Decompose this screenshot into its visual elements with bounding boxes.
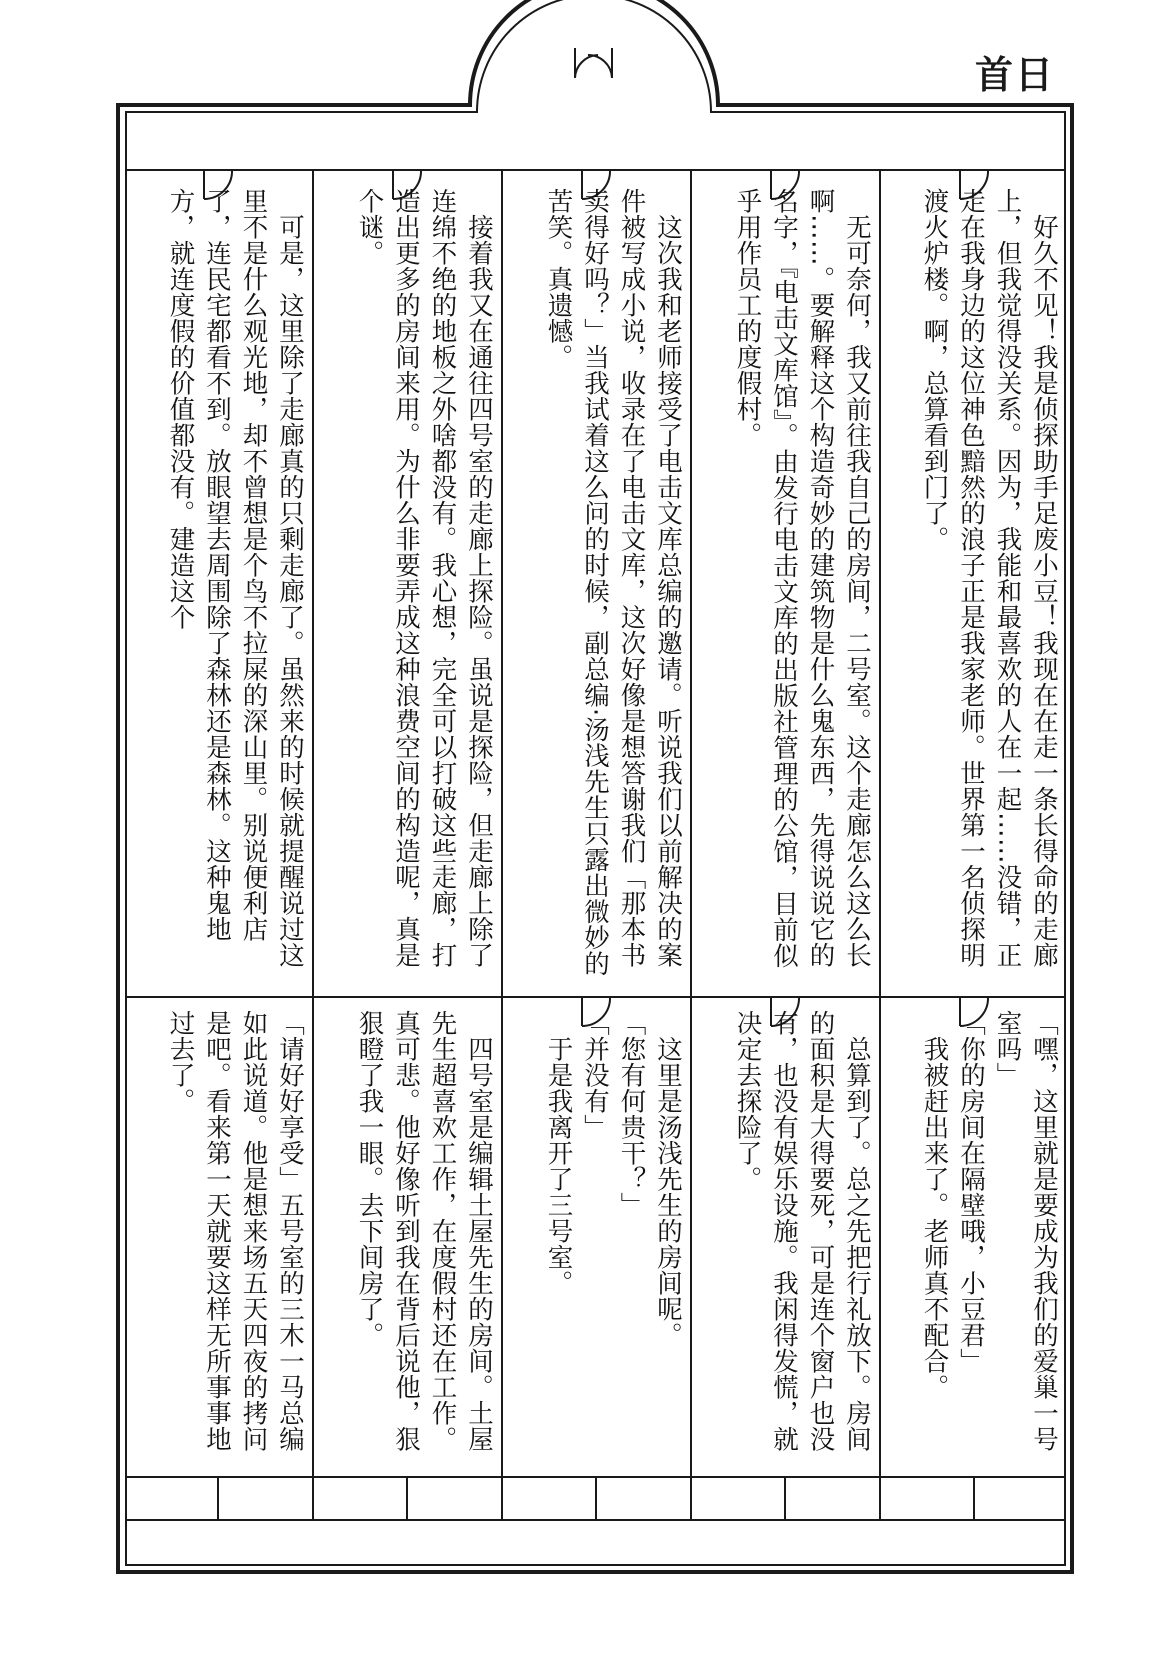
room-panel-top-3	[508, 188, 686, 988]
paragraph: 这里是汤浅先生的房间呢。	[653, 1010, 683, 1348]
paragraph: 于是我离开了三号室。	[543, 1010, 574, 1296]
corridor-partitions	[218, 1477, 974, 1520]
room-panel-bottom-3	[508, 1010, 686, 1470]
paragraph: 可是，这里除了走廊真的只剩走廊了。虽然来的时候就提醒说过这里不是什么观光地，却不曾想是个鸟不拉屎的深山里。别说便利店了，连民宅都看不到。放眼望去周围除了森林还是森林。这种鬼地方，就连度假的价值都没有。建造这个	[165, 188, 305, 968]
paragraph: 总算到了。总之先把行礼放下。房间的面积是大得要死，可是连个窗户也没有，也没有娱乐设施。我闲得发慌，就决定去探险了。	[732, 1010, 872, 1452]
paragraph: 接着我又在通往四号室的走廊上探险。虽说是探险，但走廊上除了连绵不绝的地板之外啥都没有。我心想，完全可以打破这些走廊，打造出更多的房间来用。为什么非要弄成这种浪费空间的构造呢，真是个谜。	[354, 188, 494, 968]
entrance-door	[575, 48, 612, 78]
room-panel-top-4	[319, 188, 497, 988]
room-panel-bottom-5	[134, 1010, 308, 1470]
room-panel-bottom-2	[697, 1010, 875, 1470]
paragraph: 「您有何贵干？」	[616, 1010, 647, 1218]
page-title: 首日	[975, 53, 1056, 97]
paragraph: 「你的房间在隔壁哦，小豆君」	[956, 1010, 986, 1374]
paragraph: 「嘿，这里就是要成为我们的爱巢一号室吗」	[992, 1010, 1059, 1452]
paragraph: 我被赶出来了。老师真不配合。	[919, 1010, 950, 1400]
room-panel-top-5	[134, 188, 308, 988]
room-panel-bottom-1	[886, 1010, 1062, 1470]
paragraph: 这次我和老师接受了电击文库总编的邀请。听说我们以前解决的案件被写成小说，收录在了电击文库，这次好像是想答谢我们「那本书卖得好吗？」当我试着这么问的时候，副总编·汤浅先生只露出微妙的苦笑。真遗憾。	[543, 188, 683, 977]
room-panel-bottom-4	[319, 1010, 497, 1470]
paragraph: 好久不见！我是侦探助手足废小豆！我现在在走一条长得命的走廊上，但我觉得没关系。因为，我能和最喜欢的人在一起……没错，正走在我身边的这位神色黯然的浪子正是我家老师。世界第一名侦探明渡火炉楼。啊，总算看到门了。	[919, 188, 1059, 968]
paragraph: 无可奈何，我又前往我自己的房间，二号室。这个走廊怎么这么长啊……。要解释这个构造奇妙的建筑物是什么鬼东西，先得说说它的名字，『电击文库馆』。由发行电击文库的出版社管理的公馆，目前似乎用作员工的度假村。	[732, 188, 872, 969]
paragraph: 「请好好享受」五号室的三木一马总编如此说道。他是想来场五天四夜的拷问是吧。看来第一天就要这样无所事事地过去了。	[165, 1010, 305, 1452]
room-panel-top-2	[697, 188, 875, 988]
paragraph: 四号室是编辑土屋先生的房间。土屋先生超喜欢工作，在度假村还在工作。真可悲。他好像听到我在背后说他，狠狠瞪了我一眼。去下间房了。	[354, 1010, 494, 1452]
paragraph: 「并没有」	[580, 1010, 610, 1140]
room-panel-top-1	[886, 188, 1062, 988]
